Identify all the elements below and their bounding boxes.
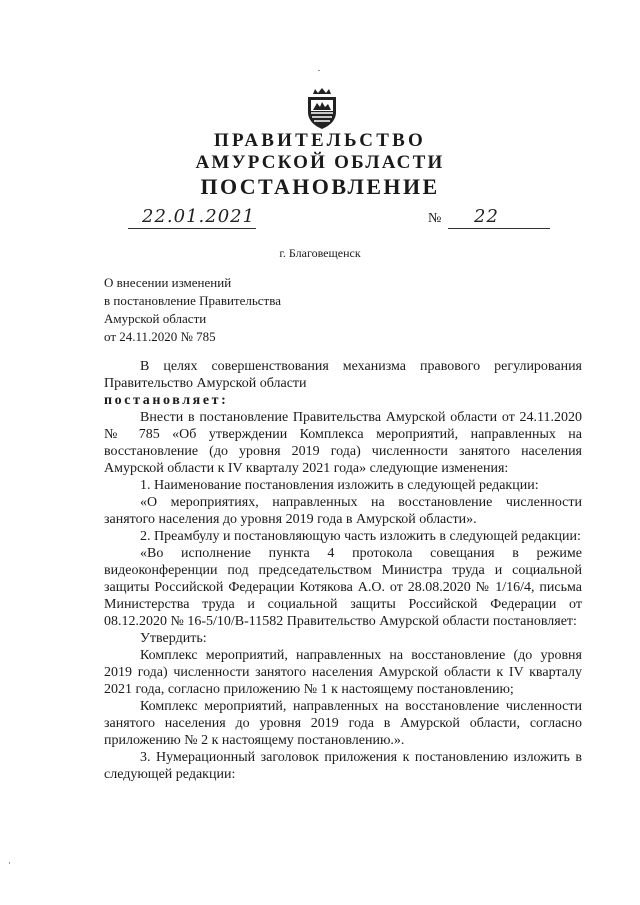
subject-line: от 24.11.2020 № 785 bbox=[104, 329, 216, 344]
document-subject bbox=[104, 274, 281, 346]
date-underline bbox=[128, 228, 256, 229]
document-number: 22 bbox=[474, 206, 499, 227]
number-underline bbox=[448, 228, 550, 229]
paragraph: Комплекс мероприятий, направленных на восстановление (до уровня 2019 года) численности занятого населения Амурской области к IV кварталу 2021 года, согласно приложению № 1 к настоящему постановлению; bbox=[104, 648, 582, 697]
number-sign: № bbox=[428, 211, 442, 226]
document-date: 22.01.2021 bbox=[142, 206, 256, 227]
document-type: ПОСТАНОВЛЕНИЕ bbox=[200, 174, 440, 199]
resolution-keyword: постановляет: bbox=[104, 393, 229, 408]
paragraph: 2. Преамбулу и постановляющую часть изложить в следующей редакции: bbox=[140, 529, 581, 544]
paragraph: «Во исполнение пункта 4 протокола совещания в режиме видеоконференции под председательством Министра труда и социальной защиты Российской Федерации Котякова А.О. от 28.08.2020 № 1/16/4, письма Министерства труда и социальной защиты Российской Федерации от 08.12.2020 № 16-5/10/В-11582 Правительство Амурской области постановляет: bbox=[104, 546, 582, 629]
paragraph: 3. Нумерационный заголовок приложения к постановлению изложить в следующей редакции: bbox=[104, 750, 582, 782]
subject-line: Амурской области bbox=[104, 311, 207, 326]
paragraph: Утвердить: bbox=[140, 631, 207, 646]
subject-line: в постановление Правительства bbox=[104, 293, 281, 308]
government-title: ПРАВИТЕЛЬСТВО bbox=[214, 130, 426, 151]
region-title: АМУРСКОЙ ОБЛАСТИ bbox=[195, 152, 445, 173]
coat-of-arms-icon bbox=[301, 88, 343, 130]
city-label: г. Благовещенск bbox=[279, 246, 361, 260]
paragraph: В целях совершенствования механизма правового регулирования Правительство Амурской области bbox=[104, 359, 582, 391]
scan-speck bbox=[318, 70, 320, 71]
subject-line: О внесении изменений bbox=[104, 275, 232, 290]
paragraph: Внести в постановление Правительства Амурской области от 24.11.2020 № 785 «Об утверждении Комплекса мероприятий, направленных на восстановление (до уровня 2019 года) численности занятого населения Амурской области к IV кварталу 2021 года» следующие изменения: bbox=[104, 410, 582, 476]
scan-speck bbox=[9, 862, 10, 864]
paragraph: «О мероприятиях, направленных на восстановление численности занятого населения до уровня 2019 года в Амурской области». bbox=[104, 495, 582, 527]
paragraph: Комплекс мероприятий, направленных на восстановление численности занятого населения до уровня 2019 года в Амурской области, согласно приложению № 2 к настоящему постановлению.». bbox=[104, 699, 582, 748]
paragraph: 1. Наименование постановления изложить в следующей редакции: bbox=[140, 478, 539, 493]
document-body bbox=[104, 358, 582, 783]
